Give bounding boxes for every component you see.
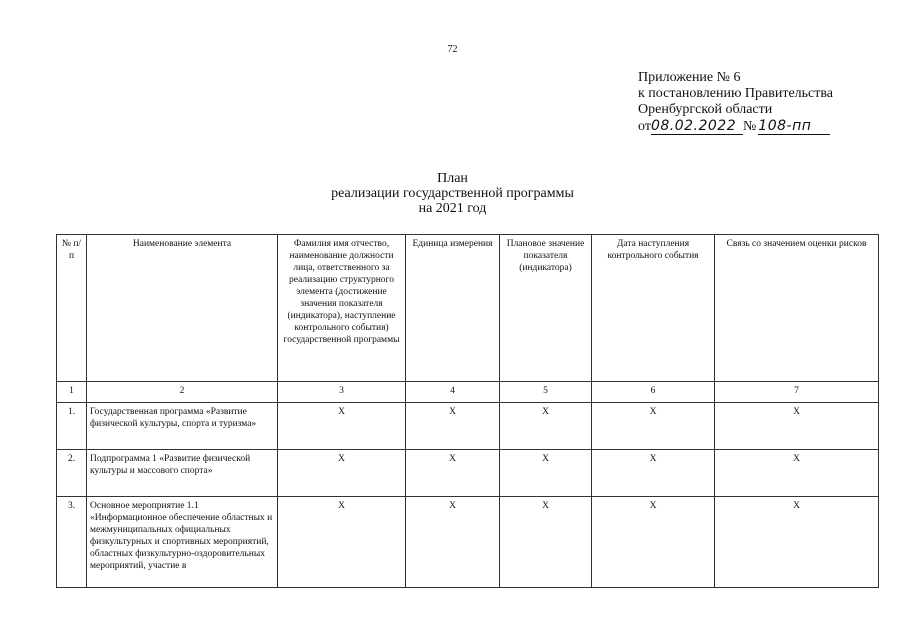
- handwritten-number: 108-пп: [758, 118, 830, 135]
- column-number: 1: [57, 382, 87, 403]
- row-cell: X: [278, 450, 406, 497]
- title-line-2: реализации государственной программы: [331, 186, 574, 201]
- table-row: [57, 497, 879, 588]
- row-cell: X: [592, 403, 715, 450]
- row-number: 2.: [57, 450, 87, 497]
- column-number: 3: [278, 382, 406, 403]
- row-number: 3.: [57, 497, 87, 588]
- row-cell: X: [592, 497, 715, 588]
- row-number: 1.: [57, 403, 87, 450]
- appendix-date-line: [638, 118, 833, 135]
- header-risk-link: Связь со значением оценки рисков: [715, 235, 879, 382]
- row-element-name: Подпрограмма 1 «Развитие физической культуры и массового спорта»: [87, 450, 278, 497]
- appendix-block: [638, 70, 833, 135]
- page-number: 72: [447, 44, 458, 55]
- appendix-title: Приложение № 6: [638, 70, 741, 85]
- column-number: 5: [500, 382, 592, 403]
- document-title: [0, 171, 905, 216]
- appendix-line-decree: к постановлению Правительства: [638, 86, 834, 101]
- row-cell: X: [278, 403, 406, 450]
- row-cell: X: [500, 497, 592, 588]
- row-cell: X: [715, 497, 879, 588]
- header-unit: Единица измерения: [406, 235, 500, 382]
- column-number: 2: [87, 382, 278, 403]
- plan-table: [56, 234, 879, 588]
- row-cell: X: [406, 403, 500, 450]
- table-row: [57, 403, 879, 450]
- row-cell: X: [406, 450, 500, 497]
- handwritten-date: 08.02.2022: [651, 118, 743, 135]
- row-cell: X: [406, 497, 500, 588]
- row-cell: X: [500, 450, 592, 497]
- title-line-1: План: [437, 171, 468, 186]
- row-element-name: Государственная программа «Развитие физической культуры, спорта и туризма»: [87, 403, 278, 450]
- table-header-row: [57, 235, 879, 382]
- row-cell: X: [500, 403, 592, 450]
- appendix-from-label: от: [638, 119, 651, 134]
- column-number-row: [57, 382, 879, 403]
- column-number: 7: [715, 382, 879, 403]
- row-cell: X: [715, 450, 879, 497]
- table-row: [57, 450, 879, 497]
- header-responsible: Фамилия имя отчество, наименование должности лица, ответственного за реализацию структурного элемента (достижение значения показателя (индикатора), наступление контрольного события) государственной программы: [278, 235, 406, 382]
- row-cell: X: [278, 497, 406, 588]
- appendix-line-region: Оренбургской области: [638, 102, 773, 117]
- title-line-3: на 2021 год: [418, 201, 487, 216]
- column-number: 4: [406, 382, 500, 403]
- header-num: № п/п: [57, 235, 87, 382]
- header-element-name: Наименование элемента: [87, 235, 278, 382]
- row-cell: X: [715, 403, 879, 450]
- header-event-date: Дата наступления контрольного события: [592, 235, 715, 382]
- appendix-number-sign: №: [742, 119, 757, 134]
- header-planned-value: Плановое значение показателя (индикатора): [500, 235, 592, 382]
- row-element-name: Основное мероприятие 1.1 «Информационное обеспечение областных и межмуниципальных официальных физкультурных и спортивных мероприятий, областных физкультурно-оздоровительных мероприятий, участие в: [87, 497, 278, 588]
- column-number: 6: [592, 382, 715, 403]
- row-cell: X: [592, 450, 715, 497]
